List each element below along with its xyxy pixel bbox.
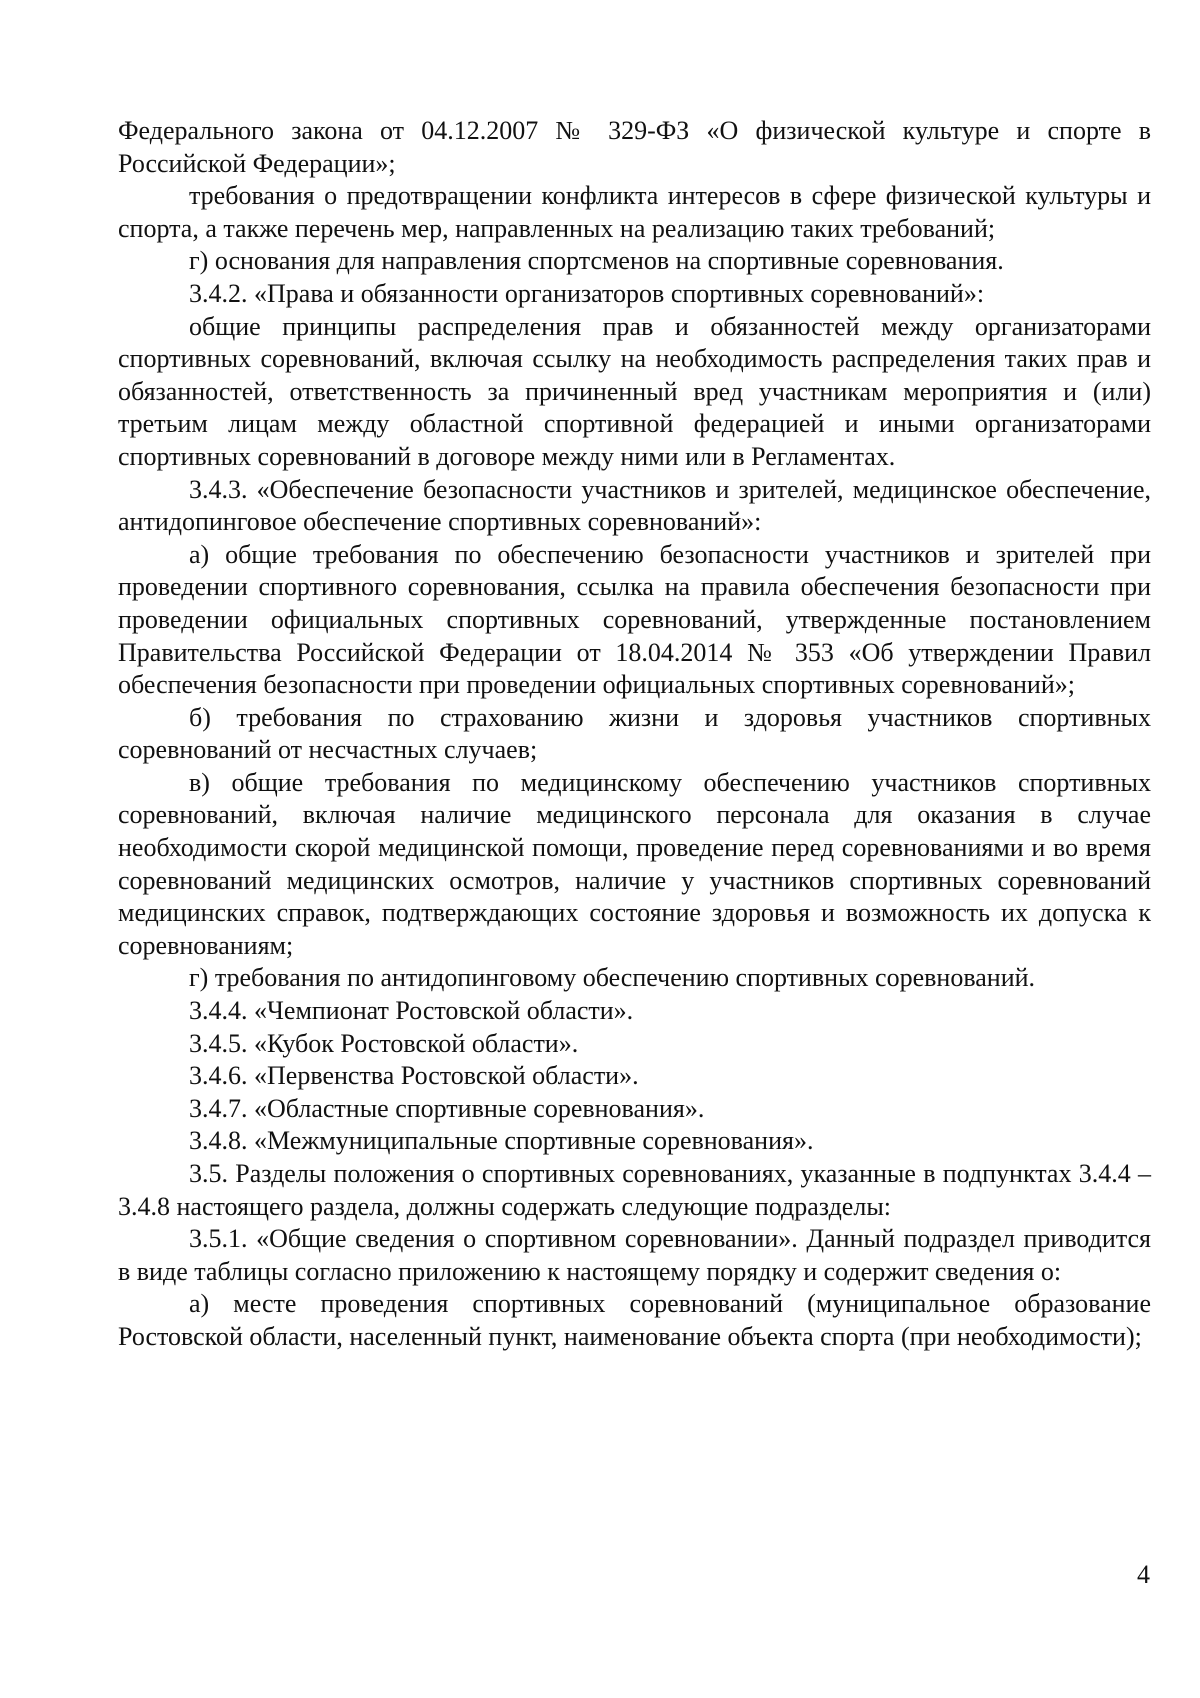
paragraph-grounds-for-sending: г) основания для направления спортсменов на спортивные соревнования.	[189, 246, 1004, 276]
paragraph-conflict-of-interest: требования о предотвращении конфликта интересов в сфере физической культуры и спорта, а также перечень мер, направленных на реализацию таких требований;	[118, 181, 1151, 243]
paragraph-medical: в) общие требования по медицинскому обеспечению участников спортивных соревнований, включая наличие медицинского персонала для оказания в случае необходимости скорой медицинской помощи, проведение перед соревнованиями и во время соревнований медицинских осмотров, наличие у участников спортивных соревнований медицинских справок, подтверждающих состояние здоровья и возможность их допуска к соревнованиям;	[118, 767, 1151, 960]
document-body	[118, 115, 1151, 1354]
paragraph-safety-requirements: а) общие требования по обеспечению безопасности участников и зрителей при проведении спортивного соревнования, ссылка на правила обеспечения безопасности при проведении официальных спортивных соревнований, утвержденные постановлением Правительства Российской Федерации от 18.04.2014 № 353 «Об утверждении Правил обеспечения безопасности при проведении официальных спортивных соревнований»;	[118, 539, 1151, 700]
paragraph-venue: а) месте проведения спортивных соревнований (муниципальное образование Ростовской области, населенный пункт, наименование объекта спорта (при необходимости);	[118, 1289, 1151, 1351]
paragraph-3-5-1: 3.5.1. «Общие сведения о спортивном соревновании». Данный подраздел приводится в виде таблицы согласно приложению к настоящему порядку и содержит сведения о:	[118, 1224, 1151, 1286]
paragraph-3-5: 3.5. Разделы положения о спортивных соревнованиях, указанные в подпунктах 3.4.4 – 3.4.8 настоящего раздела, должны содержать следующие подразделы:	[118, 1159, 1151, 1221]
paragraph-3-4-2-heading: 3.4.2. «Права и обязанности организаторов спортивных соревнований»:	[189, 278, 985, 308]
paragraph-antidoping: г) требования по антидопинговому обеспечению спортивных соревнований.	[189, 963, 1036, 993]
paragraph-rights-distribution: общие принципы распределения прав и обязанностей между организаторами спортивных соревнований, включая ссылку на необходимость распределения таких прав и обязанностей, ответственность за причиненный вред участникам мероприятия и (или) третьим лицам между областной спортивной федерацией и иными организаторами спортивных соревнований в договоре между ними или в Регламентах.	[118, 311, 1151, 471]
paragraph-3-4-5: 3.4.5. «Кубок Ростовской области».	[189, 1028, 579, 1058]
paragraph-insurance: б) требования по страхованию жизни и здоровья участников спортивных соревнований от несчастных случаев;	[118, 702, 1151, 765]
paragraph-3-4-7: 3.4.7. «Областные спортивные соревнования».	[189, 1093, 705, 1123]
paragraph-3-4-4: 3.4.4. «Чемпионат Ростовской области».	[189, 996, 634, 1026]
paragraph-3-4-6: 3.4.6. «Первенства Ростовской области».	[189, 1061, 639, 1091]
page-number: 4	[1137, 1560, 1150, 1589]
paragraph-3-4-8: 3.4.8. «Межмуниципальные спортивные соревнования».	[189, 1126, 814, 1156]
paragraph-law-reference: Федерального закона от 04.12.2007 № 329-ФЗ «О физической культуре и спорте в Российской Федерации»;	[118, 116, 1151, 178]
paragraph-3-4-3-heading: 3.4.3. «Обеспечение безопасности участников и зрителей, медицинское обеспечение, антидопинговое обеспечение спортивных соревнований»:	[118, 474, 1151, 537]
